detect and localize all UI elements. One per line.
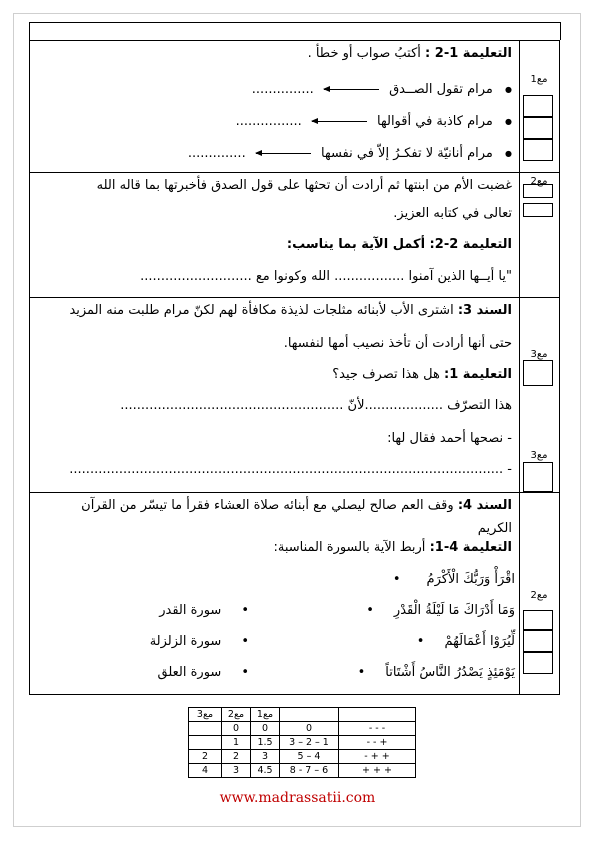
header-cell: مع2 [222,708,251,722]
header-cell [339,708,416,722]
answer-blank[interactable]: .............. [187,146,246,161]
instruction-4-1 [273,540,512,555]
table-cell: 3 [251,750,280,764]
table-cell: - + + [339,750,416,764]
table-cell [189,722,222,736]
arrow-left-icon [312,121,367,122]
grade-label: مع2 [530,176,548,187]
grade-label: مع2 [530,590,548,601]
question-label: التعليمة 4-1: [429,540,512,555]
table-cell: 3 [222,764,251,778]
story-text: تعالى في كتابه العزيز. [393,206,512,221]
item-text: مرام تقول الصــدق [389,82,493,97]
answer-line[interactable]: - ......................................................................................................... [69,462,512,477]
verse-item[interactable]: اقْرَأْ وَرَبُّكَ الْأَكْرَمُ• [392,572,515,587]
header-cell: مع3 [189,708,222,722]
table-cell: 5 – 4 [280,750,339,764]
table-cell: 0 [251,722,280,736]
instruction-2-2: التعليمة 2-2: أكمل الآية بما يناسب: [286,237,512,252]
table-cell: - - + [339,736,416,750]
table-cell: 2 [189,750,222,764]
verse-item[interactable]: يَوْمَئِذٍ يَصْدُرُ النَّاسُ أَشْتَاتاً• [357,665,515,680]
true-false-item [188,146,512,161]
table-row [189,764,416,778]
grade-box[interactable] [523,117,553,139]
grade-box[interactable] [523,139,553,161]
grade-box[interactable] [523,184,553,198]
sanad-label: السند 3: [457,303,512,318]
table-cell: 0 [222,722,251,736]
table-row [189,736,416,750]
grade-box[interactable] [523,203,553,217]
true-false-item [252,82,512,97]
grade-box[interactable] [523,630,553,652]
sanad-4 [81,498,512,513]
item-text: مرام أنانيّة لا تفكـرُ إلاّ في نفسها [320,146,493,161]
instruction-title: التعليمة 1-2 : [425,46,512,61]
table-cell: 2 [222,750,251,764]
question-label: التعليمة 1: [444,367,512,382]
verse-text: وَمَا أَدْرَاكَ مَا لَيْلَةُ الْقَدْرِ [393,603,515,618]
table-header [189,708,416,722]
story-text: غضبت الأم من ابنتها ثم أرادت أن تحثها على قول الصدق فأخبرتها بما قاله الله [96,178,512,193]
table-cell: + + + [339,764,416,778]
verse-text: اقْرَأْ وَرَبُّكَ الْأَكْرَمُ [426,572,515,587]
scoring-table [188,707,416,778]
sanad-label: السند 4: [457,498,512,513]
footer-url[interactable]: www.madrassatii.com [219,790,376,806]
grade-box[interactable] [523,360,553,386]
verse-text: لِّيُرَوْا أَعْمَالَهُمْ [444,634,515,649]
answer-blank[interactable]: ............... [251,82,314,97]
surah-item[interactable]: •سورة العلق [157,665,249,680]
arrow-left-icon [324,89,379,90]
verse-item[interactable]: وَمَا أَدْرَاكَ مَا لَيْلَةُ الْقَدْرِ• [366,603,515,618]
surah-text: سورة الزلزلة [149,634,222,649]
grade-label: مع3 [530,450,548,461]
surah-text: سورة العلق [157,665,222,680]
section-divider [29,172,560,173]
table-cell: 4 [189,764,222,778]
verse-completion[interactable]: "يا أيــها الذين آمنوا ................. الله وكونوا مع ........................... [140,269,512,284]
sanad-text: وقف العم صالح ليصلي مع أبنائه صلاة العشاء فقرأ ما تيسّر من القرآن [81,498,454,513]
verse-item[interactable]: لِّيُرَوْا أَعْمَالَهُمْ• [416,634,515,649]
surah-item[interactable]: •سورة القدر [159,603,249,618]
table-row [189,722,416,736]
table-cell: 4.5 [251,764,280,778]
section-divider [29,492,560,493]
grade-column-separator [519,40,520,695]
header-cell [280,708,339,722]
answer-line: - نصحها أحمد فقال لها: [387,431,512,446]
surah-item[interactable]: •سورة الزلزلة [149,634,249,649]
arrow-left-icon [256,153,311,154]
instruction-1-2 [308,46,512,61]
sanad-text-cont: حتى أنها أرادت أن تأخذ نصيب أمها لنفسها. [283,336,512,351]
item-text: مرام كاذبة في أقوالها [377,114,493,129]
grade-box[interactable] [523,462,553,492]
table-cell: 0 [280,722,339,736]
table-cell [189,736,222,750]
sanad-text-cont: الكريم [477,521,512,536]
answer-blank[interactable]: ................ [235,114,302,129]
section-divider [29,297,560,298]
table-cell: - - - [339,722,416,736]
header-border-left [29,22,30,40]
answer-line[interactable]: هذا التصرّف ...................لأنّ ...................................................... [120,398,512,413]
instruction-3 [332,367,512,382]
table-cell: 1.5 [251,736,280,750]
table-row [189,750,416,764]
header-cell: مع1 [251,708,280,722]
top-header-line [29,22,560,23]
sanad-text: اشترى الأب لأبنائه مثلجات لذيذة مكافأة لهم لكنّ مرام طلبت منه المزيد [69,303,454,318]
true-false-item [236,114,512,129]
header-border-right [560,22,561,40]
question-text: هل هذا تصرف جيد؟ [332,367,440,382]
table-cell: 3 – 2 – 1 [280,736,339,750]
surah-text: سورة القدر [159,603,222,618]
grade-box[interactable] [523,652,553,674]
verse-text: يَوْمَئِذٍ يَصْدُرُ النَّاسُ أَشْتَاتاً [385,665,515,680]
grade-label: مع3 [530,349,548,360]
grade-label: مع1 [530,74,548,85]
table-cell: 1 [222,736,251,750]
question-text: أربط الآية بالسورة المناسبة: [273,540,426,555]
instruction-text: أكتبُ صواب أو خطأ . [307,46,421,61]
table-cell: 8 - 7 – 6 [280,764,339,778]
sanad-3 [69,303,512,318]
grade-box[interactable] [523,95,553,117]
grade-box[interactable] [523,610,553,630]
